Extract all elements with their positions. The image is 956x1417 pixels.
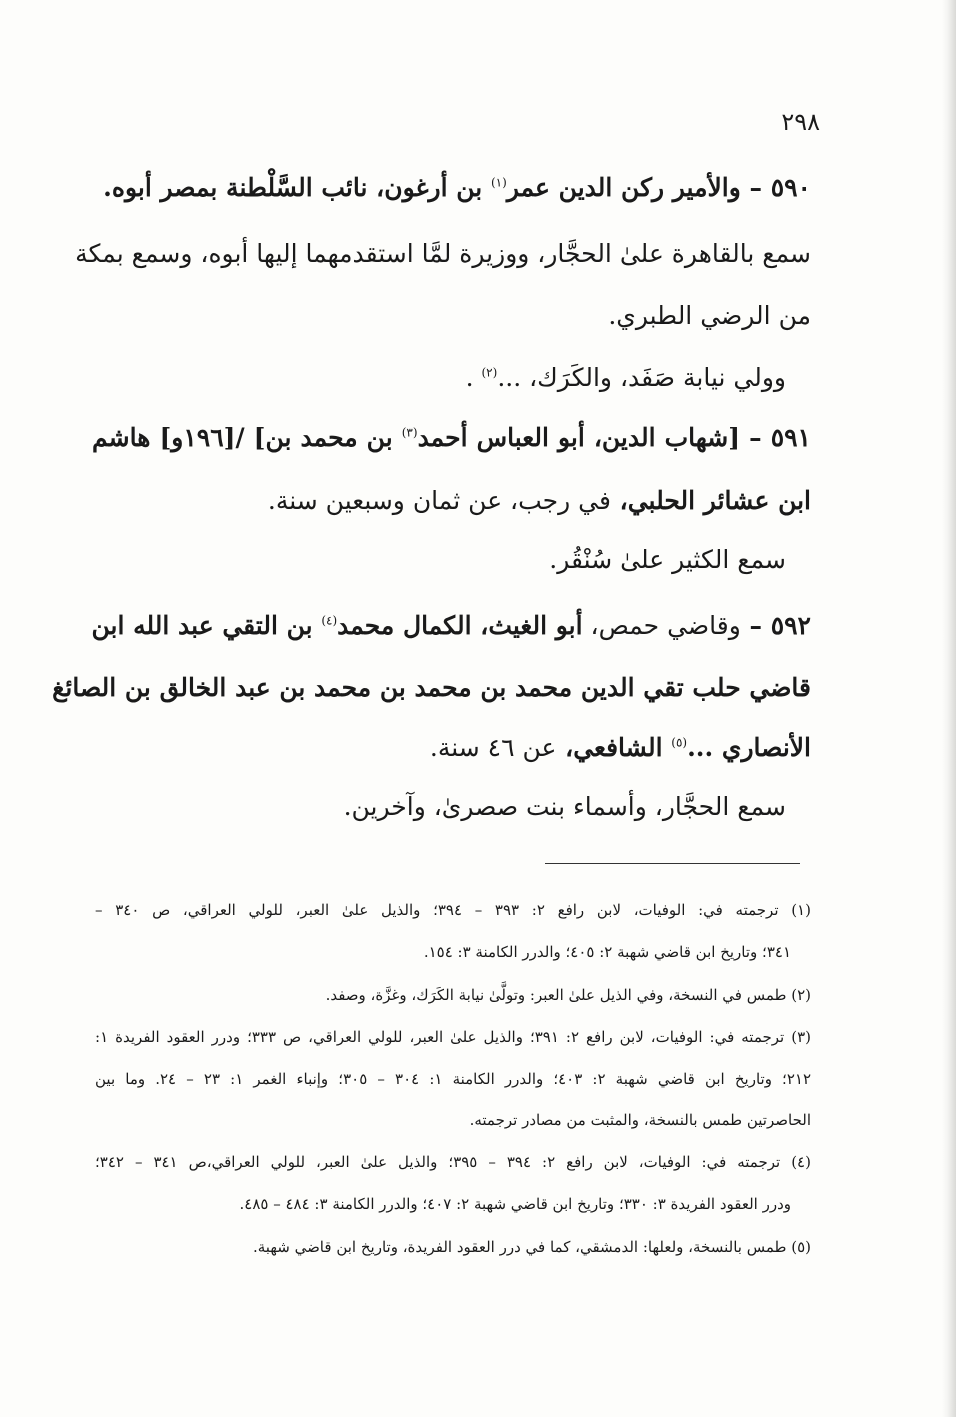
footnote-4-line-1: (٤) ترجمته في: الوفيات، لابن رافع ٢: ٣٩٤ – ٣٩٥؛ والذيل علىٰ العبر، للولي العراقي،ص ٣٤١ – ٣٤٢؛ <box>95 1153 811 1171</box>
entry-590-line-3: من الرضي الطبري. <box>608 301 811 330</box>
entry-description: نائب السَّلْطنة بمصر أبوه. <box>103 173 368 202</box>
entry-text-end: . <box>465 363 482 392</box>
entry-number: ٥٩٠ – <box>740 173 811 202</box>
footnote-ref-3: (٣) <box>401 425 418 440</box>
entry-number: ٥٩٢ – <box>740 611 811 640</box>
entry-592-heading <box>92 606 811 646</box>
entry-592-line-2: قاضي حلب تقي الدين محمد بن محمد بن محمد بن عبد الخالق بن الصائغ <box>52 673 811 702</box>
footnote-3-line-3: الحاصرتين طمس بالنسخة، والمثبت من مصادر ترجمته. <box>469 1111 811 1129</box>
entry-591-line-3: سمع الكثير علىٰ سُنْقُر. <box>549 545 786 574</box>
entry-name-continued: بن أرغون، <box>367 173 491 202</box>
entry-name: [شهاب الدين، أبو العباس أحمد <box>417 423 741 452</box>
entry-name: الأنصاري ... <box>687 733 811 762</box>
entry-590-heading <box>103 168 811 208</box>
footnote-ref-4: (٤) <box>321 613 338 628</box>
entry-590-line-4 <box>466 358 786 398</box>
entry-text: عن ٤٦ سنة. <box>429 733 557 762</box>
footnote-3-line-1: (٣) ترجمته في: الوفيات، لابن رافع ٢: ٣٩١؛ والذيل علىٰ العبر، للولي العراقي، ص ٣٣٣؛ ودرر العقود الفريدة ١: <box>95 1028 812 1046</box>
entry-name-continued: بن محمد بن] /[١٩٦و] هاشم <box>92 423 402 452</box>
entry-number: ٥٩١ – <box>740 423 811 452</box>
entry-590-line-2: سمع بالقاهرة علىٰ الحجَّار، ووزيرة لمَّا استقدمهما إليها أبوه، وسمع بمكة <box>75 239 811 268</box>
entry-text: وقاضي حمص، <box>582 611 741 640</box>
footnote-separator <box>545 863 800 864</box>
entry-592-line-3 <box>430 728 811 768</box>
entry-591-heading <box>92 418 811 458</box>
entry-name-continued: بن التقي عبد الله ابن <box>91 611 322 640</box>
page-edge-shadow <box>942 0 956 1417</box>
entry-592-line-4: سمع الحجَّار، وأسماء بنت صصرىٰ، وآخرين. <box>343 792 786 821</box>
footnote-4-line-2: ودرر العقود الفريدة ٣: ٣٣٠؛ وتاريخ ابن قاضي شهبة ٢: ٤٠٧؛ والدرر الكامنة ٣: ٤٨٤ – ٤٨٥. <box>239 1195 791 1213</box>
entry-name: والأمير ركن الدين عمر <box>506 173 741 202</box>
entry-text: وولي نيابة صَفَد، والكَرَك، ... <box>497 363 786 392</box>
footnote-3-line-2: ٢١٢؛ وتاريخ ابن قاضي شهبة ٢: ٤٠٣؛ والدرر الكامنة ١: ٣٠٤ – ٣٠٥؛ وإنباء الغمر ١: ٢٣ – ٢٤. وما بين <box>95 1070 812 1088</box>
footnote-ref-1: (١) <box>490 175 507 190</box>
footnote-1-line-2: ٣٤١؛ وتاريخ ابن قاضي شهبة ٢: ٤٠٥؛ والدرر الكامنة ٣: ١٥٤. <box>423 943 791 961</box>
page-number: ٢٩٨ <box>781 108 820 136</box>
entry-name: ابن عشائر الحلبي، <box>610 486 811 515</box>
footnote-2: (٢) طمس في النسخة، وفي الذيل علىٰ العبر: وتولَّىٰ نيابة الكَرَك، وغزَّة، وصفد. <box>325 986 811 1004</box>
footnote-ref-2: (٢) <box>481 365 498 380</box>
entry-name-continued: الشافعي، <box>556 733 672 762</box>
footnote-ref-5: (٥) <box>671 735 688 750</box>
entry-text: في رجب، عن ثمان وسبعين سنة. <box>267 486 611 515</box>
entry-591-line-2 <box>268 481 811 521</box>
footnote-5: (٥) طمس بالنسخة، ولعلها: الدمشقي، كما في درر العقود الفريدة، وتاريخ ابن قاضي شهبة. <box>252 1238 811 1256</box>
footnote-1-line-1: (١) ترجمته في: الوفيات، لابن رافع ٢: ٣٩٣ – ٣٩٤؛ والذيل علىٰ العبر، للولي العراقي، ص ٣٤٠ – <box>95 901 811 919</box>
entry-name: أبو الغيث، الكمال محمد <box>337 611 583 640</box>
